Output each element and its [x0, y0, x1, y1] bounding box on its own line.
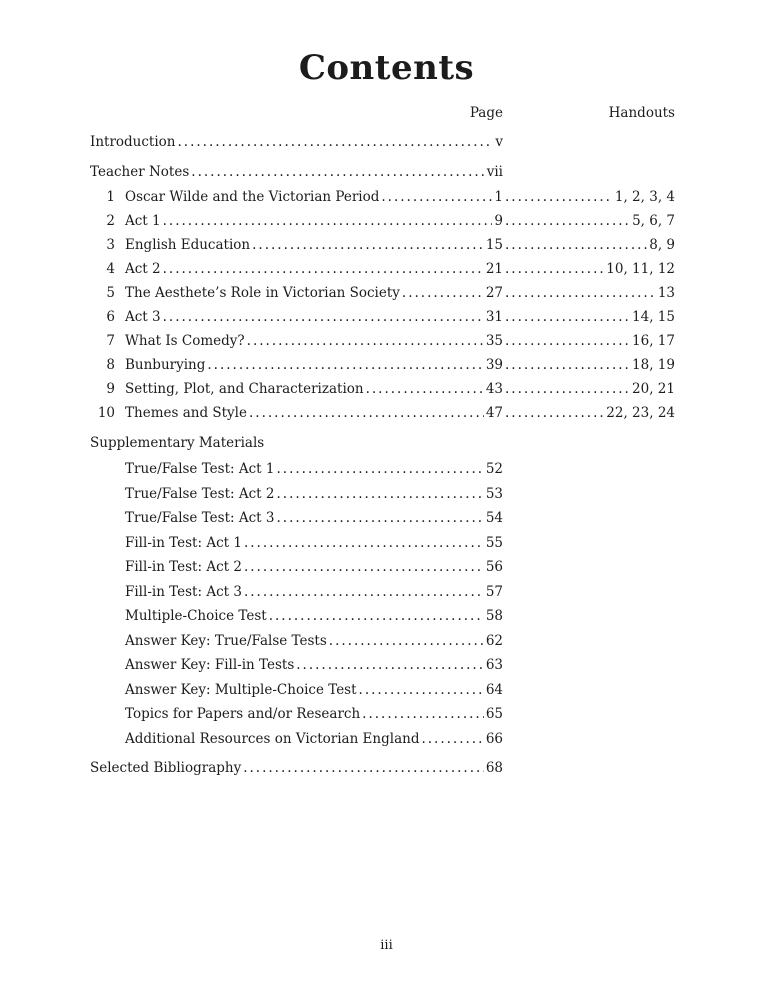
dot-leader [161, 261, 484, 278]
chapter-number: 9 [106, 381, 115, 397]
entry-title: Bunburying [125, 357, 206, 373]
dot-leader [161, 309, 484, 326]
toc-row-supplementary [125, 633, 503, 650]
chapter-number: 10 [97, 405, 115, 421]
page-number: 65 [485, 706, 503, 722]
chapter-number: 1 [106, 189, 115, 205]
entry-title: Oscar Wilde and the Victorian Period [125, 189, 380, 205]
chapter-number: 4 [106, 261, 115, 277]
handouts-list: 5, 6, 7 [632, 213, 675, 229]
page-number: 63 [485, 657, 503, 673]
page-number: 39 [485, 357, 503, 373]
dot-leader [503, 309, 630, 326]
chapter-number: 2 [106, 213, 115, 229]
toc-row-supplementary [125, 461, 503, 478]
handouts-list: 20, 21 [632, 381, 675, 397]
toc-row-supplementary [125, 510, 503, 527]
toc-row-chapter [90, 405, 675, 422]
chapter-number: 6 [106, 309, 115, 325]
toc-row-chapter [90, 189, 675, 206]
dot-leader [503, 285, 656, 302]
handouts-list: 8, 9 [649, 237, 675, 253]
entry-title: Fill-in Test: Act 2 [125, 559, 242, 575]
toc-row-chapter [90, 309, 675, 326]
toc-row-teacher-notes [90, 164, 503, 181]
footer-page-number: iii [380, 938, 393, 953]
entry-title: Setting, Plot, and Characterization [125, 381, 364, 397]
entry-title: True/False Test: Act 3 [125, 510, 275, 526]
dot-leader [503, 261, 604, 278]
entry-title: What Is Comedy? [125, 333, 245, 349]
entry-title: True/False Test: Act 1 [125, 461, 275, 477]
dot-leader [327, 633, 484, 650]
entry-title: Act 3 [125, 309, 161, 325]
page-number: 62 [485, 632, 503, 649]
dot-leader [294, 657, 484, 674]
dot-leader [274, 486, 483, 503]
handouts-list: 14, 15 [632, 309, 675, 325]
chapter-number: 7 [106, 333, 115, 349]
handouts-list: 18, 19 [632, 357, 675, 373]
entry-title: Answer Key: Fill-in Tests [125, 657, 295, 673]
page-number: 58 [485, 608, 503, 624]
page-number: 15 [485, 237, 503, 253]
dot-leader [189, 164, 484, 181]
entry-title: Act 2 [125, 261, 161, 277]
entry-title: Teacher Notes [90, 164, 190, 180]
dot-leader [247, 405, 484, 422]
page-number: 9 [494, 213, 503, 229]
dot-leader [503, 333, 630, 350]
page-number: 1 [494, 189, 503, 205]
dot-leader [364, 381, 484, 398]
toc-row-supplementary [125, 535, 503, 552]
entry-title: Fill-in Test: Act 3 [125, 583, 242, 600]
chapter-number: 8 [106, 357, 115, 373]
dot-leader [245, 333, 484, 350]
dot-leader [267, 608, 484, 625]
dot-leader [242, 559, 484, 576]
page-number: vii [486, 164, 503, 180]
toc-row-supplementary [125, 559, 503, 576]
dot-leader [161, 213, 493, 230]
column-headers [90, 105, 675, 122]
dot-leader [205, 357, 483, 374]
page-number: 31 [485, 309, 503, 325]
toc-row-supplementary [125, 608, 503, 625]
dot-leader [241, 760, 484, 777]
entry-title: Act 1 [125, 213, 161, 229]
chapter-number: 5 [106, 285, 115, 301]
column-header-page: Page [469, 105, 503, 121]
chapter-number: 3 [106, 237, 115, 253]
page-number: 47 [485, 405, 503, 421]
dot-leader [379, 189, 492, 206]
handouts-list: 13 [657, 285, 675, 301]
dot-leader [250, 237, 484, 254]
toc-row-chapter [90, 261, 675, 278]
entry-title: Additional Resources on Victorian England [125, 730, 420, 747]
supplementary-materials-heading: Supplementary Materials [90, 435, 265, 451]
entry-title: English Education [125, 237, 251, 253]
toc-row-chapter [90, 285, 675, 302]
toc-row-chapter [90, 237, 675, 254]
column-header-handouts: Handouts [608, 105, 675, 121]
page-title: Contents [298, 48, 475, 88]
entry-title: Introduction [90, 134, 176, 150]
dot-leader [503, 381, 630, 398]
entry-title: Topics for Papers and/or Research [125, 706, 361, 722]
dot-leader [176, 134, 494, 151]
handouts-list: 1, 2, 3, 4 [614, 189, 675, 205]
dot-leader [503, 405, 604, 422]
entry-title: Selected Bibliography [90, 759, 242, 776]
dot-leader [503, 237, 647, 254]
toc-row-supplementary [125, 486, 503, 503]
page-number: 66 [485, 730, 503, 747]
dot-leader [242, 584, 484, 601]
entry-title: True/False Test: Act 2 [125, 485, 275, 502]
dot-leader [357, 682, 484, 699]
page-number: 56 [485, 559, 503, 575]
page-number: 35 [485, 333, 503, 349]
dot-leader [503, 189, 613, 206]
dot-leader [419, 731, 483, 748]
entry-title: Answer Key: True/False Tests [125, 632, 327, 649]
dot-leader [360, 706, 484, 723]
page-number: 68 [485, 759, 503, 776]
dot-leader [400, 285, 484, 302]
toc-row-bibliography [90, 760, 503, 777]
toc-row-supplementary [125, 731, 503, 748]
dot-leader [503, 357, 630, 374]
entry-title: Fill-in Test: Act 1 [125, 534, 242, 551]
page-number: 54 [485, 510, 503, 526]
entry-title: Themes and Style [125, 405, 247, 421]
page-number: 21 [485, 261, 503, 277]
handouts-list: 10, 11, 12 [606, 261, 675, 277]
toc-row-supplementary [125, 682, 503, 699]
dot-leader [242, 535, 484, 552]
toc-row-supplementary [125, 584, 503, 601]
dot-leader [274, 510, 483, 527]
toc-row-supplementary [125, 706, 503, 723]
entry-title: Multiple-Choice Test [125, 608, 267, 624]
toc-row-chapter [90, 357, 675, 374]
dot-leader [274, 461, 483, 478]
entry-title: Answer Key: Multiple-Choice Test [125, 681, 357, 698]
toc-row-chapter [90, 333, 675, 350]
page-number: 52 [485, 461, 503, 477]
toc-row-supplementary [125, 657, 503, 674]
toc-row-introduction [90, 134, 503, 151]
page-number: v [495, 134, 503, 150]
page-number: 43 [485, 381, 503, 397]
toc-row-chapter [90, 381, 675, 398]
page-number: 55 [485, 534, 503, 551]
toc-row-chapter [90, 213, 675, 230]
handouts-list: 22, 23, 24 [606, 405, 675, 421]
page-number: 53 [485, 485, 503, 502]
dot-leader [503, 213, 630, 230]
entry-title: The Aesthete’s Role in Victorian Society [125, 285, 400, 301]
handouts-list: 16, 17 [632, 333, 675, 349]
page-number: 64 [485, 681, 503, 698]
page-number: 57 [485, 583, 503, 600]
page-number: 27 [485, 285, 503, 301]
